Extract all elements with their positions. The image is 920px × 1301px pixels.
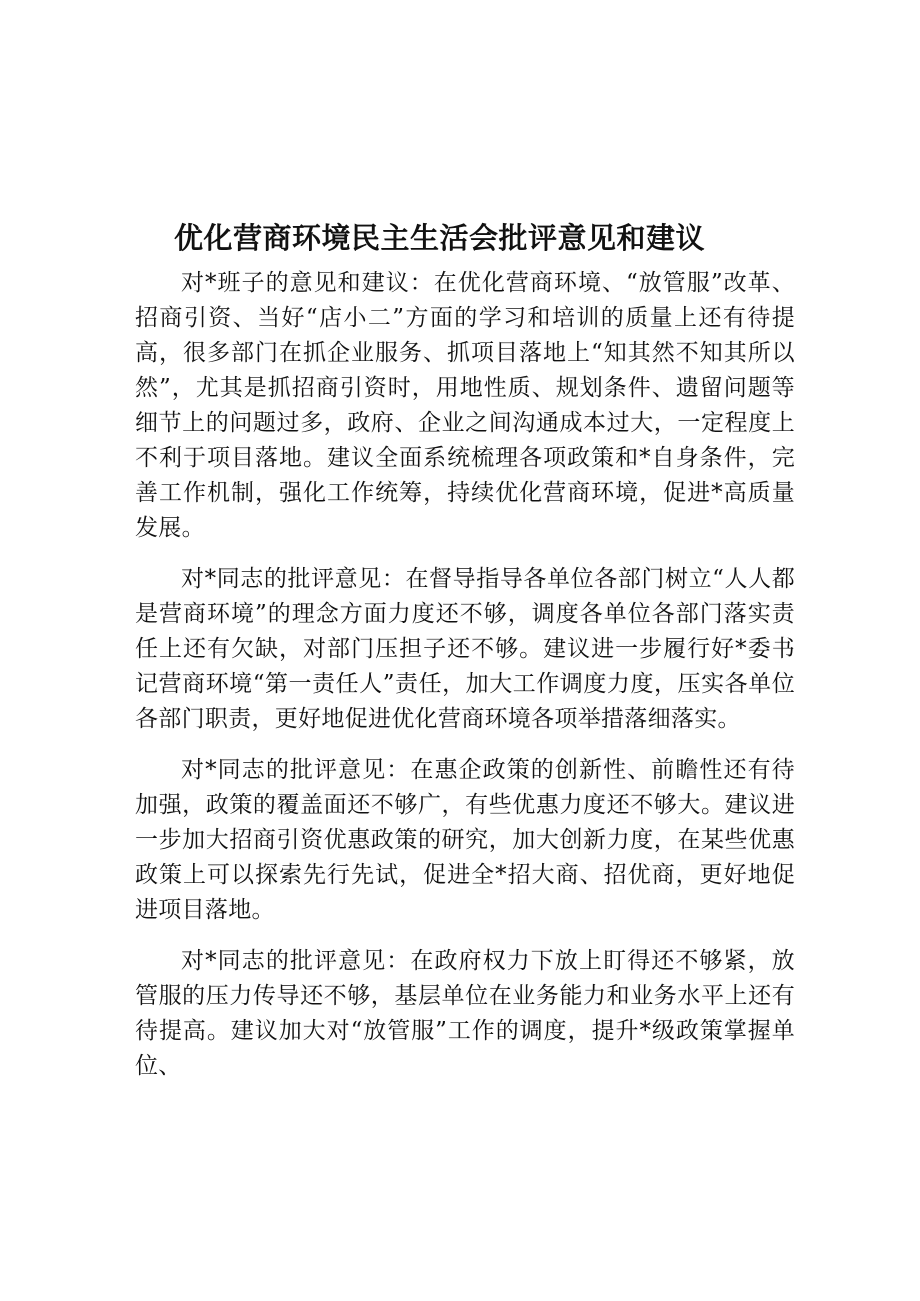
document-body [135, 266, 795, 1100]
document-title: 优化营商环境民主生活会批评意见和建议 [174, 221, 706, 255]
paragraph-team-suggestions: 对*班子的意见和建议：在优化营商环境、“放管服”改革、招商引资、当好“店小二”方面的学习和培训的质量上还有待提高，很多部门在抓企业服务、抓项目落地上“知其然不知其所以然”，尤其是抓招商引资时，用地性质、规划条件、遗留问题等细节上的问题过多，政府、企业之间沟通成本过大，一定程度上不利于项目落地。建议全面系统梳理各项政策和*自身条件，完善工作机制，强化工作统筹，持续优化营商环境，促进*高质量发展。 [135, 270, 795, 541]
paragraph-criticism-1: 对*同志的批评意见：在督导指导各单位各部门树立“人人都是营商环境”的理念方面力度还不够，调度各单位各部门落实责任上还有欠缺，对部门压担子还不够。建议进一步履行好*委书记营商环境“第一责任人”责任，加大工作调度力度，压实各单位各部门职责，更好地促进优化营商环境各项举措落细落实。 [135, 566, 795, 732]
paragraph-criticism-3: 对*同志的批评意见：在政府权力下放上盯得还不够紧，放管服的压力传导还不够，基层单位在业务能力和业务水平上还有待提高。建议加大对“放管服”工作的调度，提升*级政策掌握单位、 [135, 948, 795, 1079]
paragraph-criticism-2: 对*同志的批评意见：在惠企政策的创新性、前瞻性还有待加强，政策的覆盖面还不够广，有些优惠力度还不够大。建议进一步加大招商引资优惠政策的研究，加大创新力度，在某些优惠政策上可以探索先行先试，促进全*招大商、招优商，更好地促进项目落地。 [135, 757, 795, 923]
